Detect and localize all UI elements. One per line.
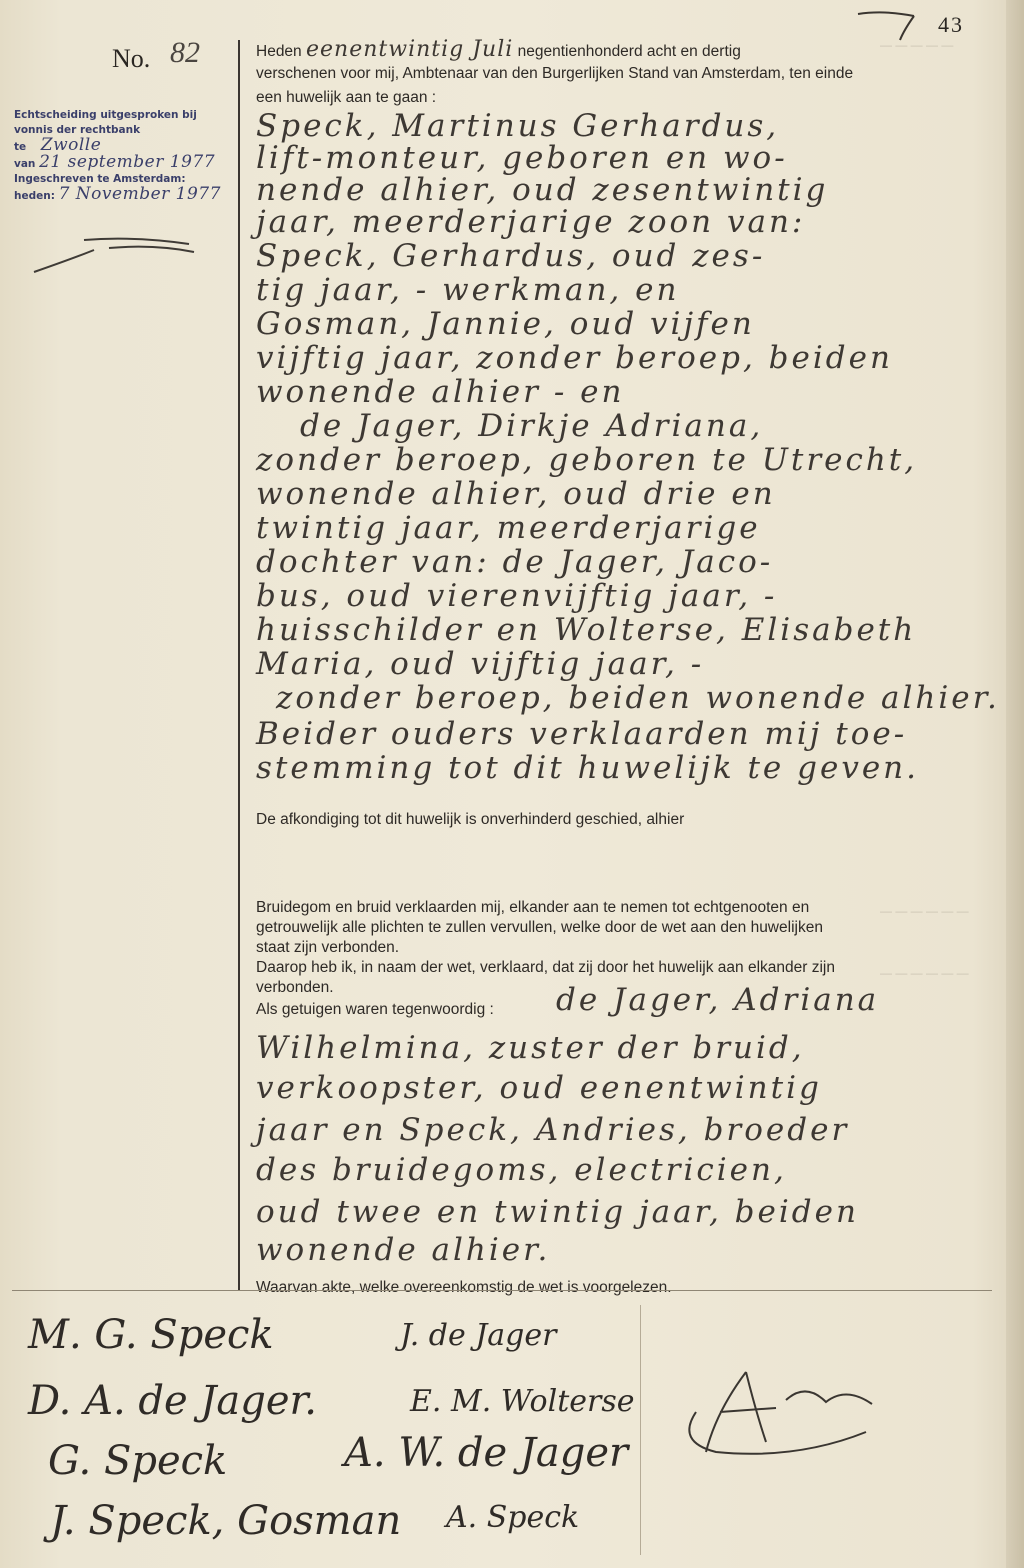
handwritten-line: vijftig jaar, zonder beroep, beiden xyxy=(256,340,893,376)
page-tick-mark xyxy=(854,8,934,42)
stamp-line xyxy=(14,184,239,204)
handwritten-line: bus, oud vierenvijftig jaar, - xyxy=(256,578,778,614)
closing-text: Waarvan akte, welke overeenkomstig de wet is voorgelezen. xyxy=(256,1279,672,1296)
intro-year: negentienhonderd acht en dertig xyxy=(517,43,741,60)
witness-line: verkoopster, oud eenentwintig xyxy=(256,1070,822,1106)
stamp-line: vonnis der rechtbank xyxy=(14,124,141,136)
witness-line: jaar en Speck, Andries, broeder xyxy=(256,1112,850,1148)
signature-groom-mother: J. Speck, Gosman xyxy=(50,1498,402,1544)
witness-line: des bruidegoms, electricien, xyxy=(256,1152,787,1188)
witness-line: oud twee en twintig jaar, beiden xyxy=(256,1194,859,1230)
signature-bride-father: J. de Jager xyxy=(400,1318,557,1353)
declaration-line: Bruidegom en bruid verklaarden mij, elkander aan te nemen tot echtgenooten en xyxy=(256,899,810,916)
handwritten-line: Maria, oud vijftig jaar, - xyxy=(256,646,705,682)
handwritten-line: stemming tot dit huwelijk te geven. xyxy=(256,750,919,786)
handwritten-line: nende alhier, oud zesentwintig xyxy=(256,172,829,208)
record-no-value: 82 xyxy=(170,36,200,69)
handwritten-line: de Jager, Dirkje Adriana, xyxy=(300,408,764,444)
handwritten-line: twintig jaar, meerderjarige xyxy=(256,510,761,546)
declaration-line: getrouwelijk alle plichten te zullen vervullen, welke door de wet aan den huwelijken xyxy=(256,919,823,936)
handwritten-line: wonende alhier, oud drie en xyxy=(256,476,776,512)
handwritten-line: zonder beroep, geboren te Utrecht, xyxy=(256,442,918,478)
handwritten-line: lift-monteur, geboren en wo- xyxy=(256,140,788,176)
stamp-line: Ingeschreven te Amsterdam: xyxy=(14,173,186,185)
stamp-court-place: Zwolle xyxy=(40,135,102,155)
registrar-signature xyxy=(676,1352,896,1472)
handwritten-line: Speck, Martinus Gerhardus, xyxy=(256,108,780,144)
page-edge xyxy=(1006,0,1024,1568)
bleed-through: — — — — — — xyxy=(880,966,969,980)
declaration-line: Daarop heb ik, in naam der wet, verklaard, dat zij door het huwelijk aan elkander zijn xyxy=(256,959,835,976)
signature-witness-1: A. W. de Jager xyxy=(344,1430,629,1476)
handwritten-line: wonende alhier - en xyxy=(256,374,625,410)
stamp-label: van xyxy=(14,158,36,170)
signature-column-line xyxy=(640,1305,641,1555)
stamp-initials-signature xyxy=(14,228,244,278)
witness-line: wonende alhier. xyxy=(256,1232,551,1268)
handwritten-line: Speck, Gerhardus, oud zes- xyxy=(256,238,766,274)
marriage-date: eenentwintig Juli xyxy=(306,37,514,62)
signature-bride: D. A. de Jager. xyxy=(28,1378,317,1424)
stamp-line xyxy=(14,152,239,172)
stamp-registration-date: 7 November 1977 xyxy=(58,184,221,204)
handwritten-line: jaar, meerderjarige zoon van: xyxy=(256,204,806,240)
page-number: 43 xyxy=(938,12,964,37)
record-no-label: No. xyxy=(112,44,151,73)
stamp-label: heden: xyxy=(14,190,55,202)
signature-bride-mother: E. M. Wolterse xyxy=(410,1384,635,1419)
intro-line-2: verschenen voor mij, Ambtenaar van den Burgerlijken Stand van Amsterdam, ten einde xyxy=(256,65,854,82)
bleed-through: — — — — — — xyxy=(880,904,969,918)
witness-line: de Jager, Adriana xyxy=(556,982,880,1018)
signature-witness-2: A. Speck xyxy=(446,1500,580,1535)
bleed-through: — — — — — xyxy=(880,38,954,52)
heden-label: Heden xyxy=(256,43,302,60)
intro-line-1 xyxy=(256,37,741,62)
signature-groom-father: G. Speck xyxy=(48,1438,228,1484)
declaration-line: verbonden. xyxy=(256,979,334,996)
margin-rule xyxy=(238,40,240,1290)
signature-groom: M. G. Speck xyxy=(28,1312,274,1358)
intro-line-3: een huwelijk aan te gaan : xyxy=(256,89,437,106)
stamp-label: te xyxy=(14,141,27,153)
stamp-line: Echtscheiding uitgesproken bij xyxy=(14,109,197,121)
witness-line: Wilhelmina, zuster der bruid, xyxy=(256,1030,805,1066)
signature-rule xyxy=(12,1290,992,1291)
handwritten-line: Beider ouders verklaarden mij toe- xyxy=(256,716,908,752)
afkondiging-text: De afkondiging tot dit huwelijk is onverhinderd geschied, alhier xyxy=(256,811,685,828)
handwritten-line: dochter van: de Jager, Jaco- xyxy=(256,544,774,580)
divorce-stamp xyxy=(14,108,239,204)
handwritten-line: huisschilder en Wolterse, Elisabeth xyxy=(256,612,917,648)
stamp-verdict-date: 21 september 1977 xyxy=(39,152,216,172)
handwritten-line: Gosman, Jannie, oud vijfen xyxy=(256,306,755,342)
handwritten-line: tig jaar, - werkman, en xyxy=(256,272,680,308)
handwritten-line: zonder beroep, beiden wonende alhier. xyxy=(276,680,1000,716)
witnesses-label: Als getuigen waren tegenwoordig : xyxy=(256,1001,494,1018)
declaration-line: staat zijn verbonden. xyxy=(256,939,400,956)
